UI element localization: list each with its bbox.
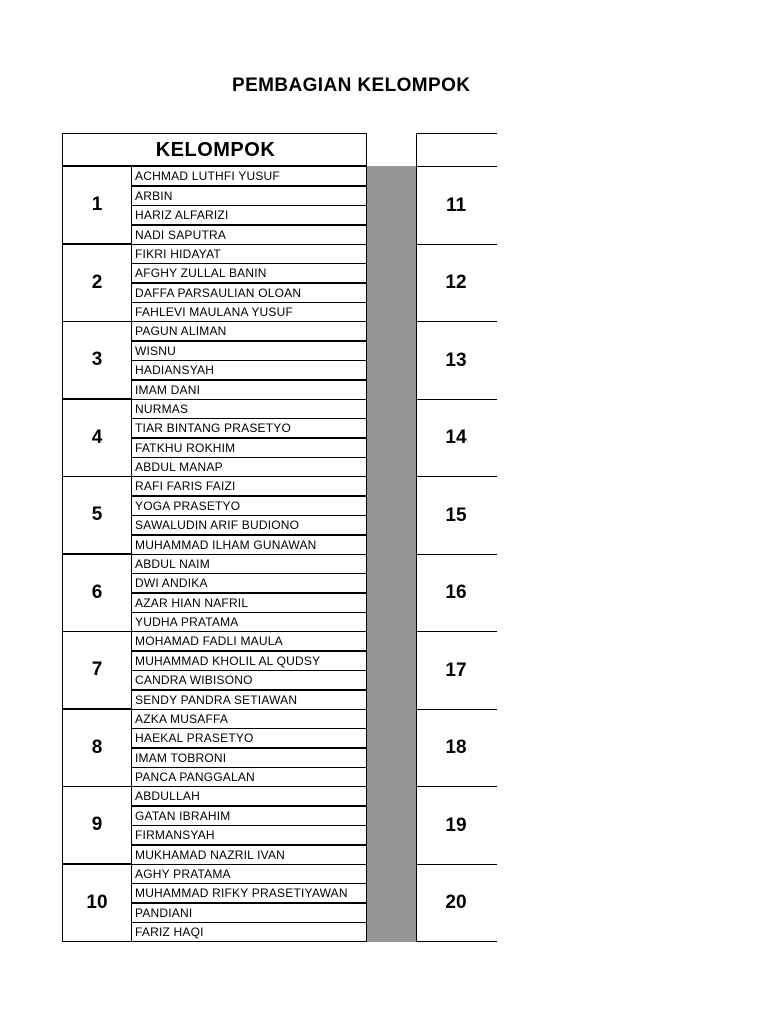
group-row <box>62 476 367 554</box>
member-name: RAFI FARIS FAIZI <box>131 476 367 496</box>
right-table-bottom-border <box>416 941 497 942</box>
group-number: 14 <box>416 399 497 477</box>
member-name: AZAR HIAN NAFRIL <box>131 593 367 613</box>
member-name: SAWALUDIN ARIF BUDIONO <box>131 515 367 535</box>
member-name: DWI ANDIKA <box>131 573 367 593</box>
member-name: MUHAMMAD ILHAM GUNAWAN <box>131 535 367 555</box>
group-number: 11 <box>416 166 497 244</box>
member-name: TIAR BINTANG PRASETYO <box>131 418 367 438</box>
member-name: HADIANSYAH <box>131 360 367 380</box>
group-number: 15 <box>416 476 497 554</box>
member-name: MUKHAMAD NAZRIL IVAN <box>131 845 367 865</box>
member-name: WISNU <box>131 341 367 361</box>
member-name: FATKHU ROKHIM <box>131 438 367 458</box>
group-number: 6 <box>62 554 132 632</box>
group-number: 20 <box>416 864 497 942</box>
group-number: 16 <box>416 554 497 632</box>
group-row <box>62 399 367 477</box>
member-name: NURMAS <box>131 399 367 419</box>
member-name: AGHY PRATAMA <box>131 864 367 884</box>
member-name: FARIZ HAQI <box>131 922 367 942</box>
group-number: 10 <box>62 864 132 942</box>
member-name: ACHMAD LUTHFI YUSUF <box>131 166 367 186</box>
member-name: FIKRI HIDAYAT <box>131 244 367 264</box>
separator-column <box>367 166 416 942</box>
member-name: YOGA PRASETYO <box>131 496 367 516</box>
member-name: ABDUL MANAP <box>131 457 367 477</box>
member-name: PANCA PANGGALAN <box>131 767 367 787</box>
member-name: HAEKAL PRASETYO <box>131 728 367 748</box>
group-number: 2 <box>62 244 132 322</box>
member-name: MOHAMAD FADLI MAULA <box>131 631 367 651</box>
group-row <box>62 786 367 864</box>
group-row <box>62 631 367 709</box>
group-number: 12 <box>416 244 497 322</box>
member-name: MUHAMMAD RIFKY PRASETIYAWAN <box>131 883 367 903</box>
member-name: YUDHA PRATAMA <box>131 612 367 632</box>
member-name: AZKA MUSAFFA <box>131 709 367 729</box>
member-name: CANDRA WIBISONO <box>131 670 367 690</box>
member-name: DAFFA PARSAULIAN OLOAN <box>131 283 367 303</box>
member-name: MUHAMMAD KHOLIL AL QUDSY <box>131 651 367 671</box>
group-row <box>62 321 367 399</box>
member-name: PANDIANI <box>131 903 367 923</box>
group-row <box>62 709 367 787</box>
member-name: FAHLEVI MAULANA YUSUF <box>131 302 367 322</box>
group-row <box>62 864 367 942</box>
member-name: SENDY PANDRA SETIAWAN <box>131 690 367 710</box>
group-row <box>62 166 367 244</box>
group-number: 3 <box>62 321 132 399</box>
page-title: PEMBAGIAN KELOMPOK <box>232 75 471 96</box>
member-name: IMAM TOBRONI <box>131 748 367 768</box>
member-name: ABDUL NAIM <box>131 554 367 574</box>
group-number: 5 <box>62 476 132 554</box>
member-name: GATAN IBRAHIM <box>131 806 367 826</box>
group-number: 18 <box>416 709 497 787</box>
right-table-header <box>416 133 497 166</box>
member-name: NADI SAPUTRA <box>131 225 367 245</box>
group-number: 13 <box>416 321 497 399</box>
table-header-label: KELOMPOK <box>155 139 276 161</box>
group-number: 17 <box>416 631 497 709</box>
table-header <box>62 133 367 166</box>
group-number: 1 <box>62 166 132 244</box>
member-name: HARIZ ALFARIZI <box>131 205 367 225</box>
group-number: 9 <box>62 786 132 864</box>
member-name: AFGHY ZULLAL BANIN <box>131 263 367 283</box>
group-number: 7 <box>62 631 132 709</box>
group-number: 4 <box>62 399 132 477</box>
group-row <box>62 554 367 632</box>
group-number: 19 <box>416 786 497 864</box>
member-name: IMAM DANI <box>131 380 367 400</box>
member-name: ARBIN <box>131 186 367 206</box>
member-name: FIRMANSYAH <box>131 825 367 845</box>
member-name: ABDULLAH <box>131 786 367 806</box>
member-name: PAGUN ALIMAN <box>131 321 367 341</box>
group-row <box>62 244 367 322</box>
group-number: 8 <box>62 709 132 787</box>
